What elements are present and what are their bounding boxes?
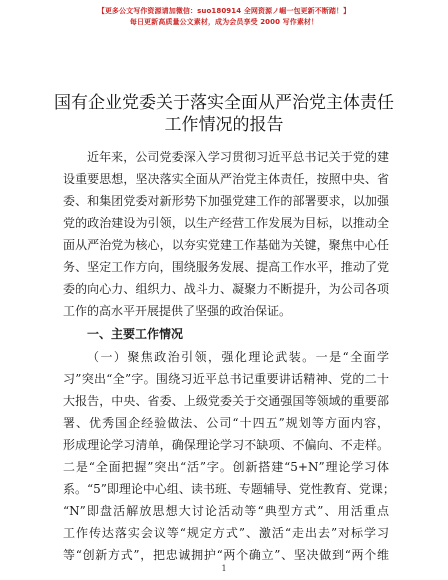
promo-banner-line-1: 【更多公文写作资源请加微信：suo180914 全网资源ノ崛一包更新不断踏！】 <box>97 7 351 15</box>
paragraph-line: 形成理论学习清单，确保理论学习不缺项、不偏向、不走样。 <box>63 438 389 452</box>
document-title-line-1: 国有企业党委关于落实全面从严治党主体责任 <box>54 93 394 113</box>
paragraph-line: （一）聚焦政治引领，强化理论武装。一是“全面学 <box>87 350 389 364</box>
paragraph-line: 工作传达落实会议等“规定方式”、激活“走出去”对标学习 <box>63 526 389 540</box>
section-heading: 一、主要工作情况 <box>87 327 184 341</box>
paragraph-line: 系。“5”即理论中心组、读书班、专题辅导、党性教育、党课； <box>63 482 395 496</box>
promo-banner-line-2: 每日更新高质量公文素材，成为会员享受 2000 写作素材！ <box>129 18 319 26</box>
page-number: 1 <box>221 564 227 573</box>
paragraph-line: 习”突出“全”字。围绕习近平总书记重要讲话精神、党的二十 <box>63 372 389 386</box>
paragraph-line: 大报告，中央、省委、上级党委关于交通强国等领域的重要部 <box>63 394 389 408</box>
paragraph-line: 近年来，公司党委深入学习贯彻习近平总书记关于党的建 <box>87 150 389 164</box>
paragraph-line: 面从严治党为核心，以夯实党建工作基础为关键，聚焦中心任 <box>63 238 389 252</box>
paragraph-line: 等“创新方式”，把忠诚拥护“两个确立”、坚决做到“两个维 <box>63 548 389 562</box>
paragraph-line: 二是“全面把握”突出“活”字。创新搭建“5+N”理论学习体 <box>63 460 389 474</box>
paragraph-line: 党的政治建设为引领，以生产经营工作发展为目标，以推动全 <box>63 216 389 230</box>
paragraph-line: 署、优秀国企经验做法、公司“十四五”规划等方面内容， <box>63 416 389 430</box>
paragraph-line: 工作的高水平开展提供了坚强的政治保证。 <box>63 304 292 318</box>
paragraph-line: 委的向心力、组织力、战斗力、凝聚力不断提升，为公司各项 <box>63 282 389 296</box>
paragraph-line: 务、坚定工作方向，围绕服务发展、提高工作水平，推动了党 <box>63 260 389 274</box>
paragraph-line: 设重要思想，坚决落实全面从严治党主体责任，按照中央、省 <box>63 172 389 186</box>
document-title-line-2: 工作情况的报告 <box>164 115 284 135</box>
paragraph-line: 委、和集团党委对新形势下加强党建工作的部署要求，以加强 <box>63 194 389 208</box>
paragraph-line: “N”即盘活解放思想大讨论活动等“典型方式”、用活重点 <box>63 504 389 518</box>
